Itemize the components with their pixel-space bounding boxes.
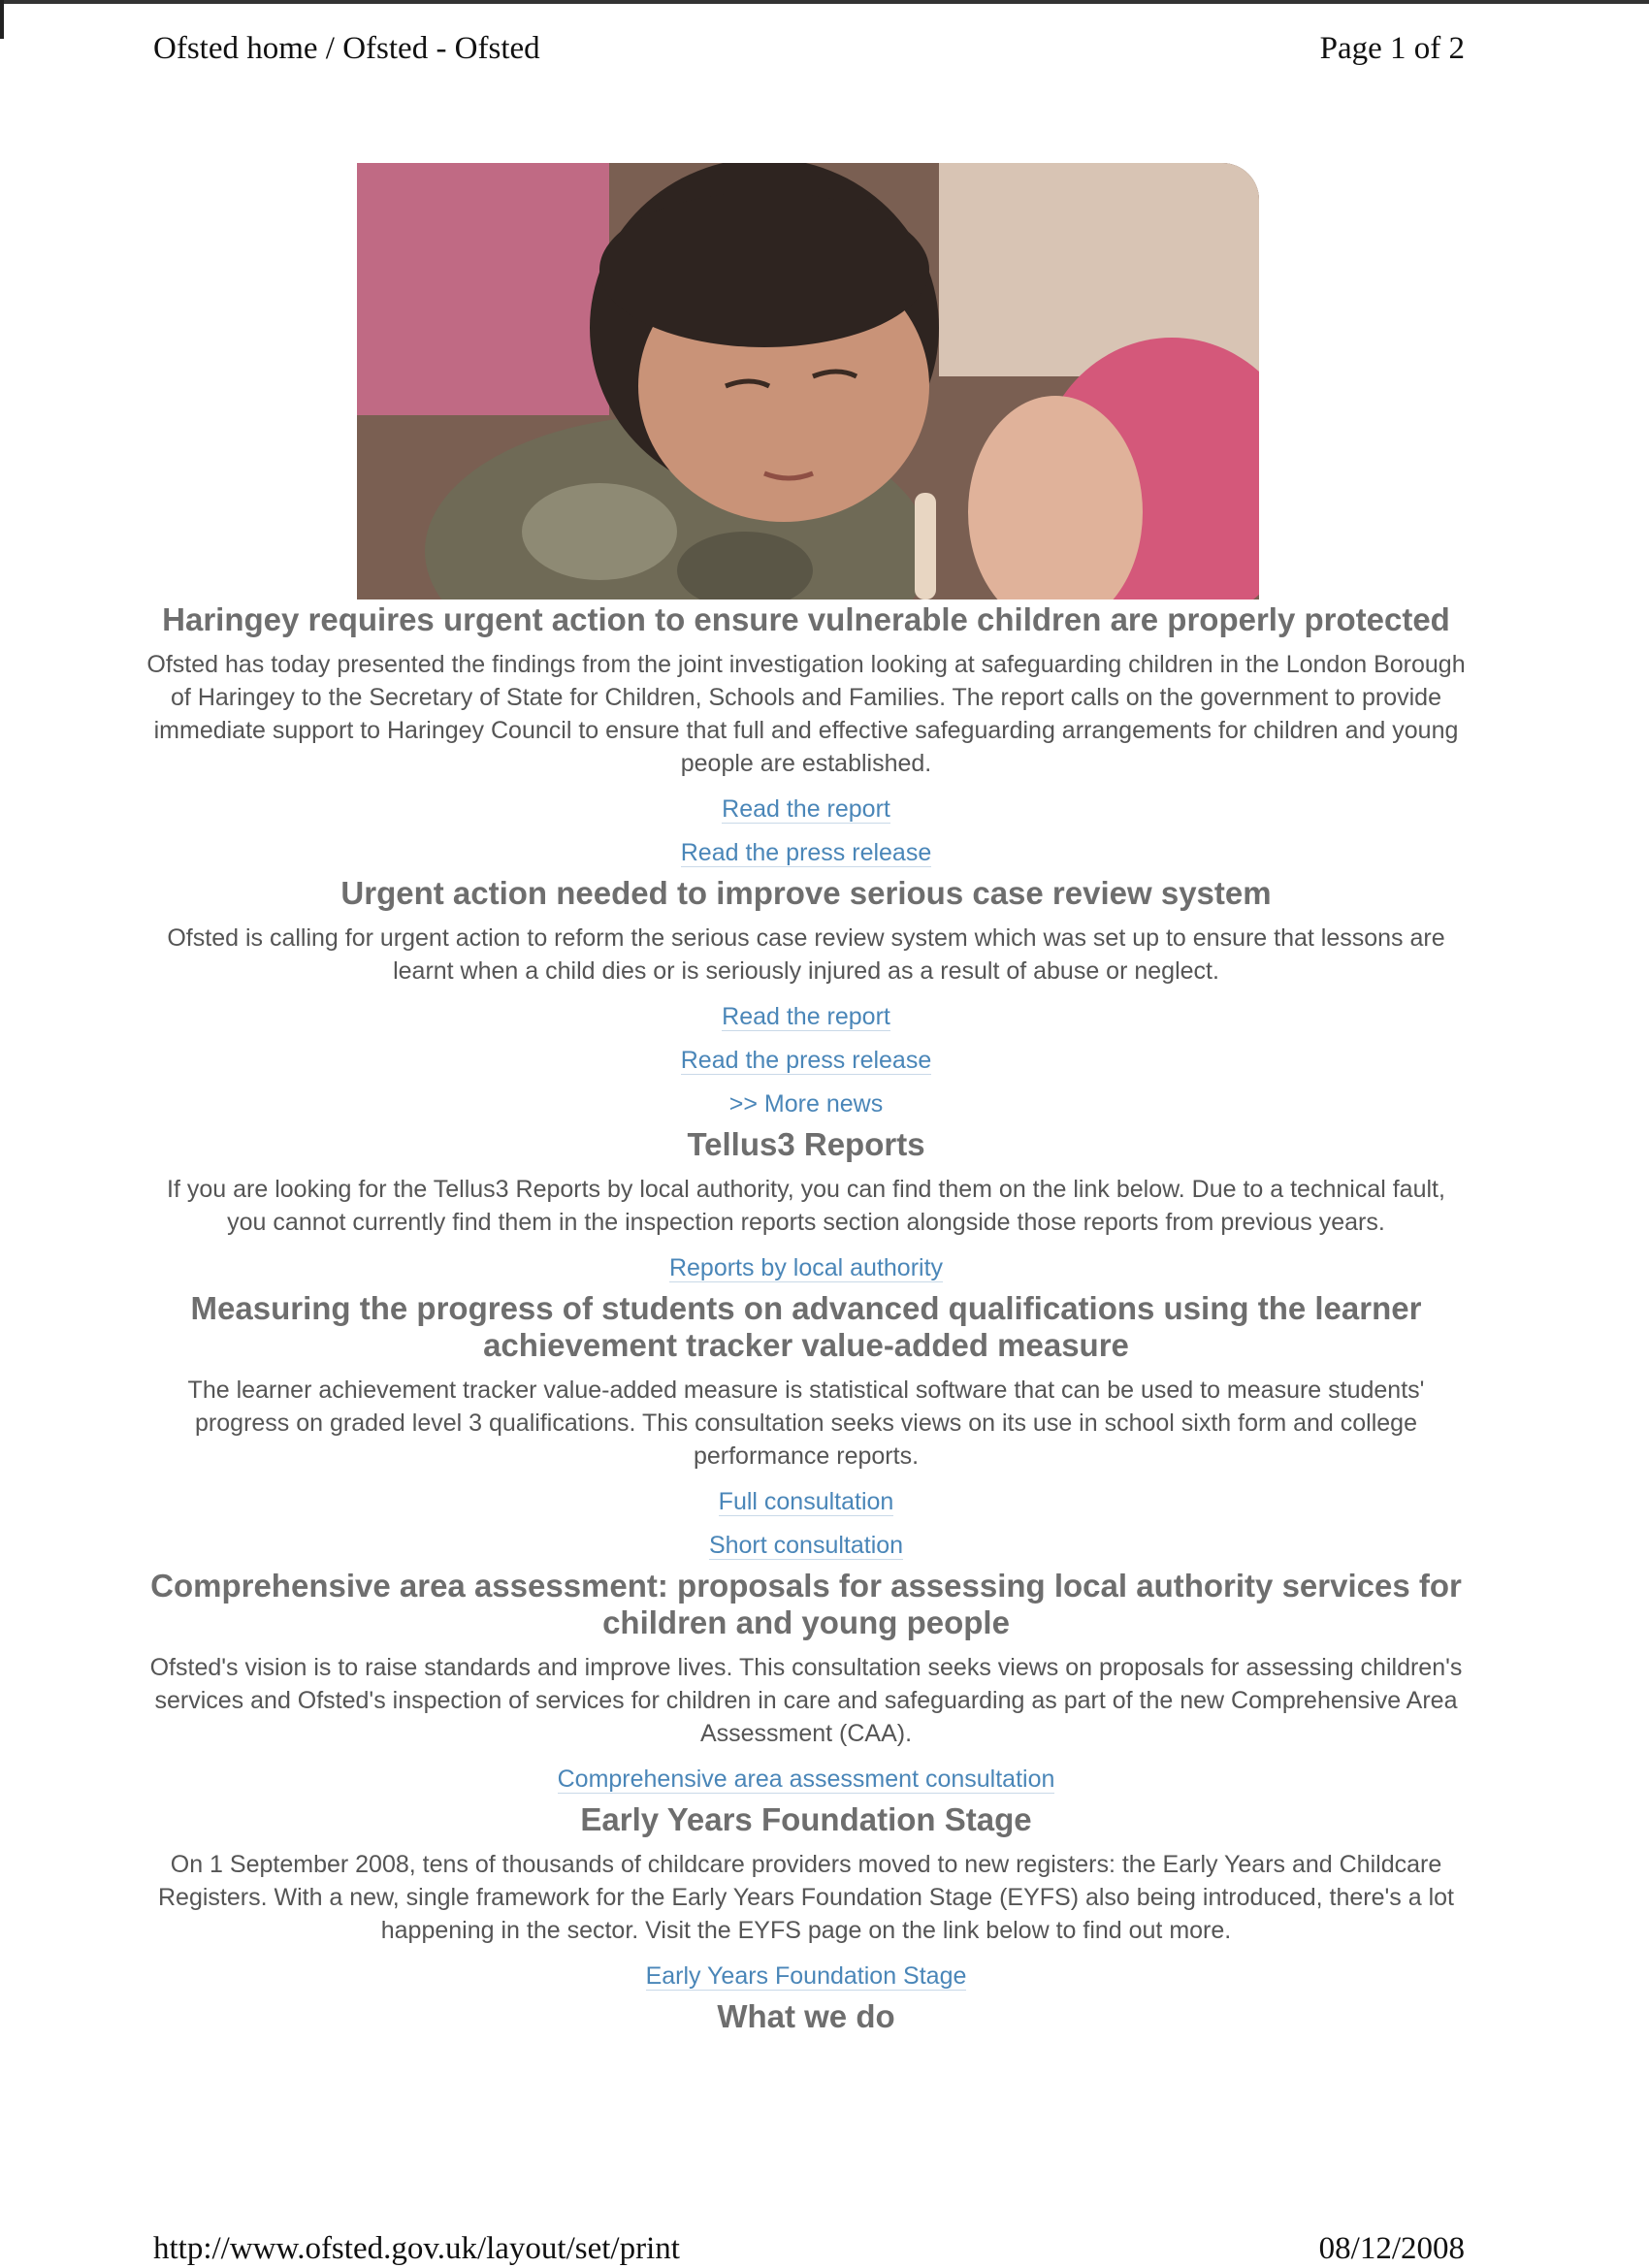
print-footer-date: 08/12/2008 — [1318, 2231, 1465, 2266]
article-title: Early Years Foundation Stage — [580, 1801, 1032, 1837]
article-summary: The learner achievement tracker value-added measure is statistical software that can be used to measure students' progress on graded level 3 qualifications. This consultation seeks views on its use in school sixth form and college performance reports. — [187, 1377, 1425, 1470]
article-summary: Ofsted's vision is to raise standards and improve lives. This consultation seeks views on proposals for assessing children's services and Ofsted's inspection of services for children in care and safeguarding as part of the new Comprehensive Area Assessment (CAA). — [149, 1654, 1463, 1747]
print-header-page: Page 1 of 2 — [1319, 31, 1465, 66]
link-label: Short consultation — [708, 1532, 904, 1559]
article-links — [146, 1758, 1467, 1801]
read-report-link[interactable] — [146, 995, 1467, 1039]
link-label: Read the report — [722, 795, 890, 823]
what-we-do-heading: What we do — [717, 1998, 895, 2034]
link-label: Early Years Foundation Stage — [645, 1962, 967, 1990]
article-summary: On 1 September 2008, tens of thousands of childcare providers moved to new registers: the Early Years and Childcare Registers. With a new, single framework for the Early Years Foundation Stage (EYFS) also being introduced, there's a lot happening in the sector. Visit the EYFS page on the link below to find out more. — [157, 1851, 1454, 1944]
eyfs-link[interactable] — [146, 1955, 1467, 1998]
article-comprehensive-area-assessment — [146, 1568, 1467, 1801]
scan-edge — [0, 0, 1649, 4]
article-links — [146, 1247, 1467, 1290]
reports-by-local-authority-link[interactable] — [146, 1247, 1467, 1290]
article-tellus3 — [146, 1126, 1467, 1290]
article-serious-case-review — [146, 875, 1467, 1126]
link-label: Full consultation — [718, 1488, 894, 1515]
print-header-title: Ofsted home / Ofsted - Ofsted — [153, 31, 540, 66]
scan-edge-mark — [0, 0, 4, 39]
article-summary: If you are looking for the Tellus3 Reports by local authority, you can find them on the link below. Due to a technical fault, you cannot currently find them in the inspection reports section alongside those reports from previous years. — [167, 1176, 1445, 1236]
print-footer-url: http://www.ofsted.gov.uk/layout/set/print — [153, 2231, 680, 2266]
full-consultation-link[interactable] — [146, 1480, 1467, 1524]
read-press-release-link[interactable] — [146, 831, 1467, 875]
link-label: Read the press release — [680, 839, 932, 866]
article-links — [146, 995, 1467, 1083]
article-eyfs — [146, 1801, 1467, 1998]
hero-image — [357, 163, 1259, 599]
print-footer — [153, 2231, 1465, 2267]
more-news-link[interactable]: >> More news — [728, 1090, 884, 1118]
article-learner-achievement — [146, 1290, 1467, 1568]
link-label: Read the report — [722, 1003, 890, 1030]
short-consultation-link[interactable] — [146, 1524, 1467, 1568]
link-label: Read the press release — [680, 1047, 932, 1074]
article-title: Urgent action needed to improve serious case review system — [340, 875, 1272, 911]
read-press-release-link[interactable] — [146, 1039, 1467, 1083]
read-report-link[interactable] — [146, 788, 1467, 831]
caa-consultation-link[interactable] — [146, 1758, 1467, 1801]
article-title: Comprehensive area assessment: proposals for assessing local authority services for children and young people — [150, 1568, 1462, 1640]
article-title: Haringey requires urgent action to ensure vulnerable children are properly protected — [162, 601, 1450, 637]
link-label: Reports by local authority — [668, 1254, 944, 1281]
link-label: Comprehensive area assessment consultation — [557, 1766, 1055, 1793]
article-summary: Ofsted has today presented the findings from the joint investigation looking at safeguarding children in the London Borough of Haringey to the Secretary of State for Children, Schools and Families. The report calls on the government to provide immediate support to Haringey Council to ensure that full and effective safeguarding arrangements for children and young people are established. — [146, 651, 1466, 777]
article-title: Tellus3 Reports — [687, 1126, 925, 1162]
article-haringey — [146, 601, 1467, 875]
article-links — [146, 788, 1467, 875]
article-links — [146, 1955, 1467, 1998]
article-title: Measuring the progress of students on advanced qualifications using the learner achievement tracker value-added measure — [190, 1290, 1422, 1363]
print-header — [153, 31, 1465, 67]
photo-child-icon — [357, 163, 1259, 599]
news-content — [146, 601, 1467, 2035]
article-links — [146, 1480, 1467, 1568]
article-summary: Ofsted is calling for urgent action to reform the serious case review system which was set up to ensure that lessons are learnt when a child dies or is seriously injured as a result of abuse or neglect. — [167, 924, 1445, 985]
